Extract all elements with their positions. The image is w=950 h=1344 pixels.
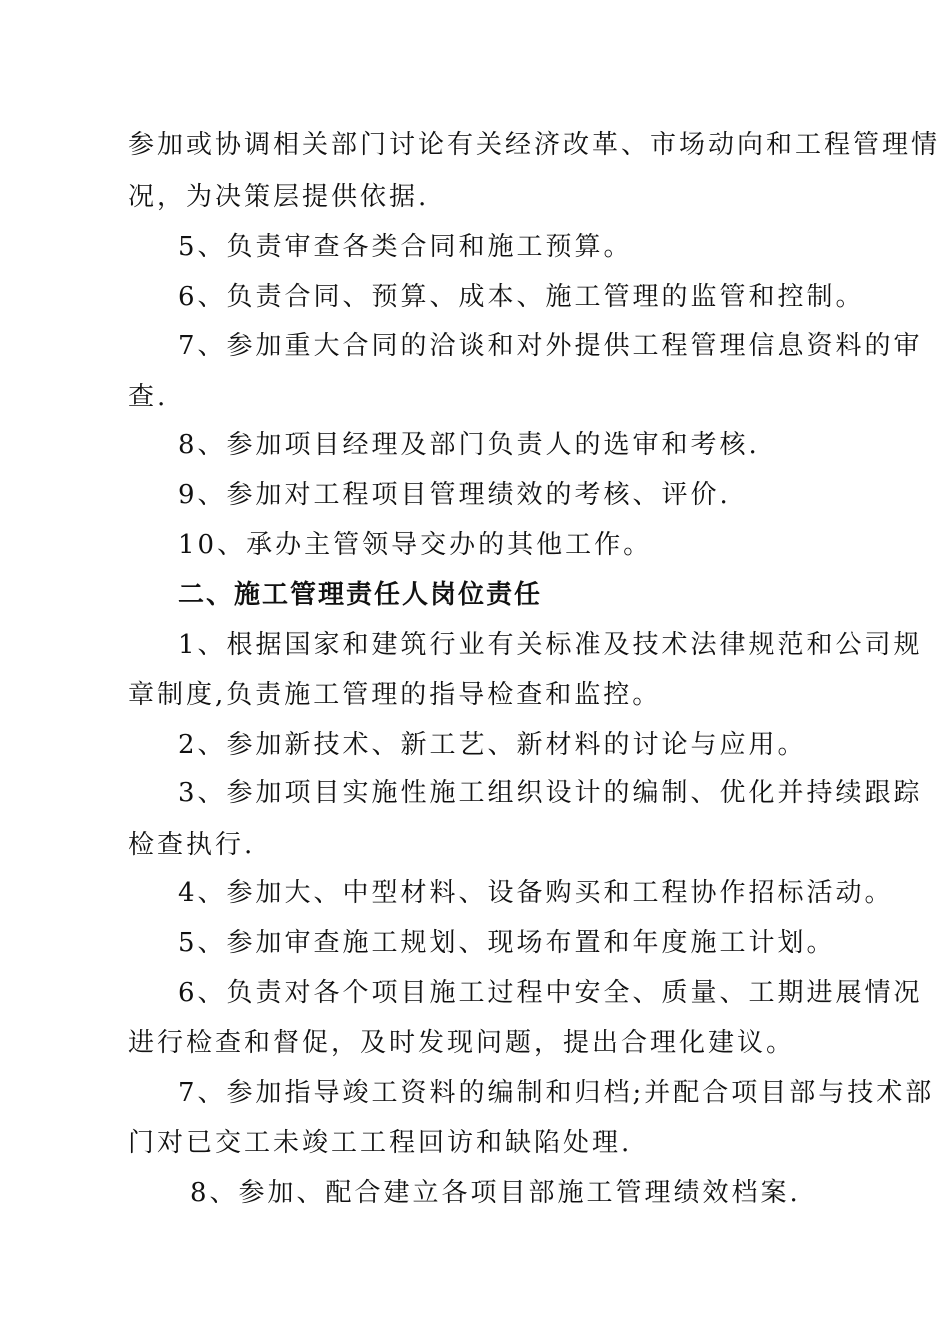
- section-heading: 二、施工管理责任人岗位责任: [178, 580, 543, 610]
- paragraph-line: 况，为决策层提供依据.: [128, 182, 430, 212]
- list-item: 8、参加、配合建立各项目部施工管理绩效档案.: [190, 1178, 801, 1208]
- list-item: 7、参加重大合同的洽谈和对外提供工程管理信息资料的审: [178, 331, 923, 361]
- list-item: 9、参加对工程项目管理绩效的考核、评价.: [178, 480, 731, 510]
- list-item: 1、根据国家和建筑行业有关标准及技术法律规范和公司规: [178, 630, 923, 660]
- list-item: 8、参加项目经理及部门负责人的选审和考核.: [178, 430, 760, 460]
- paragraph-line: 章制度,负责施工管理的指导检查和监控。: [128, 680, 662, 710]
- list-item: 5、负责审查各类合同和施工预算。: [178, 232, 633, 262]
- list-item: 3、参加项目实施性施工组织设计的编制、优化并持续跟踪: [178, 778, 923, 808]
- paragraph-line: 查.: [128, 382, 169, 412]
- paragraph-line: 检查执行.: [128, 830, 256, 860]
- list-item: 6、负责对各个项目施工过程中安全、质量、工期进展情况: [178, 978, 923, 1008]
- list-item: 10、承办主管领导交办的其他工作。: [178, 530, 653, 560]
- list-item: 6、负责合同、预算、成本、施工管理的监管和控制。: [178, 282, 865, 312]
- paragraph-line: 门对已交工未竣工工程回访和缺陷处理.: [128, 1128, 633, 1158]
- list-item: 7、参加指导竣工资料的编制和归档;并配合项目部与技术部: [178, 1078, 935, 1108]
- paragraph-line: 参加或协调相关部门讨论有关经济改革、市场动向和工程管理情: [128, 130, 941, 160]
- paragraph-line: 进行检查和督促，及时发现问题，提出合理化建议。: [128, 1028, 796, 1058]
- list-item: 4、参加大、中型材料、设备购买和工程协作招标活动。: [178, 878, 894, 908]
- list-item: 2、参加新技术、新工艺、新材料的讨论与应用。: [178, 730, 807, 760]
- list-item: 5、参加审查施工规划、现场布置和年度施工计划。: [178, 928, 836, 958]
